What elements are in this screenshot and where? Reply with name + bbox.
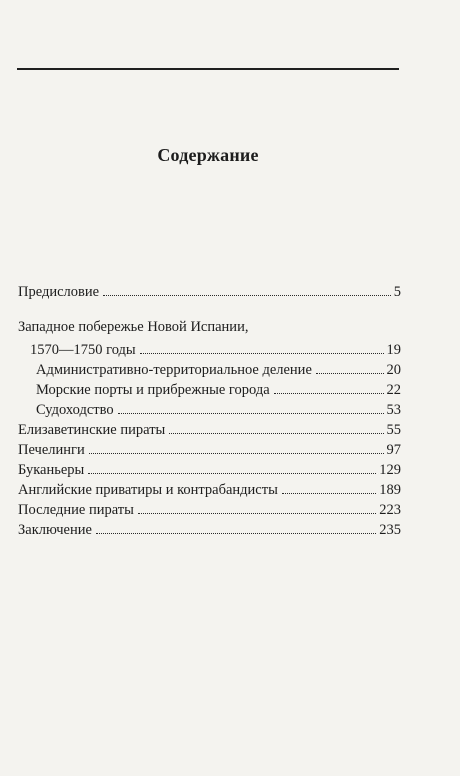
toc-entry-preface[interactable] [18, 281, 401, 301]
toc-entry-privateers[interactable] [18, 479, 401, 499]
toc-entry-label: Английские приватиры и контрабандисты [18, 482, 278, 498]
toc-entry-label: Предисловие [18, 284, 100, 300]
toc-entry-west-coast[interactable] [30, 339, 401, 359]
toc-entry-label: Заключение [18, 522, 92, 538]
toc-entry-label: Административно-территориальное деление [36, 362, 312, 378]
dot-leader [316, 373, 384, 374]
toc-entry-label: Буканьеры [18, 462, 85, 478]
toc-entry-label: Морские порты и прибрежные города [36, 382, 270, 398]
dot-leader [140, 353, 384, 354]
toc-entry-elizabethan[interactable] [18, 419, 401, 439]
toc-entry-label: Печелинги [18, 442, 85, 458]
toc-page-number: 19 [386, 342, 401, 358]
dot-leader [118, 413, 384, 414]
toc-page-number: 235 [379, 522, 401, 538]
toc-page-number: 20 [386, 362, 401, 378]
page-title: Содержание [157, 145, 259, 165]
toc-entry-admin[interactable] [36, 359, 401, 379]
toc-page-number: 55 [386, 422, 401, 438]
toc-page-number: 53 [386, 402, 401, 418]
toc-entry-label-line1: Западное побережье Новой Испании, [18, 319, 249, 335]
dot-leader [89, 453, 384, 454]
table-of-contents [18, 0, 401, 776]
toc-entry-label: Последние пираты [18, 502, 134, 518]
dot-leader [88, 473, 376, 474]
toc-entry-label: Елизаветинские пираты [18, 422, 166, 438]
toc-entry-buccaneers[interactable] [18, 459, 401, 479]
toc-entry-last-pirates[interactable] [18, 499, 401, 519]
dot-leader [282, 493, 376, 494]
toc-page-number: 189 [379, 482, 401, 498]
toc-entry-label: 1570—1750 годы [30, 342, 136, 358]
toc-page-number: 223 [379, 502, 401, 518]
dot-leader [103, 295, 391, 296]
toc-entry-ports[interactable] [36, 379, 401, 399]
toc-entry-conclusion[interactable] [18, 519, 401, 539]
toc-page-number: 129 [379, 462, 401, 478]
toc-entry-shipping[interactable] [36, 399, 401, 419]
toc-page-number: 97 [386, 442, 401, 458]
dot-leader [138, 513, 376, 514]
dot-leader [274, 393, 384, 394]
toc-page-number: 5 [393, 284, 401, 300]
dot-leader [169, 433, 383, 434]
toc-entry-pechelingi[interactable] [18, 439, 401, 459]
dot-leader [96, 533, 376, 534]
toc-page-number: 22 [386, 382, 401, 398]
toc-entry-label: Судоходство [36, 402, 114, 418]
